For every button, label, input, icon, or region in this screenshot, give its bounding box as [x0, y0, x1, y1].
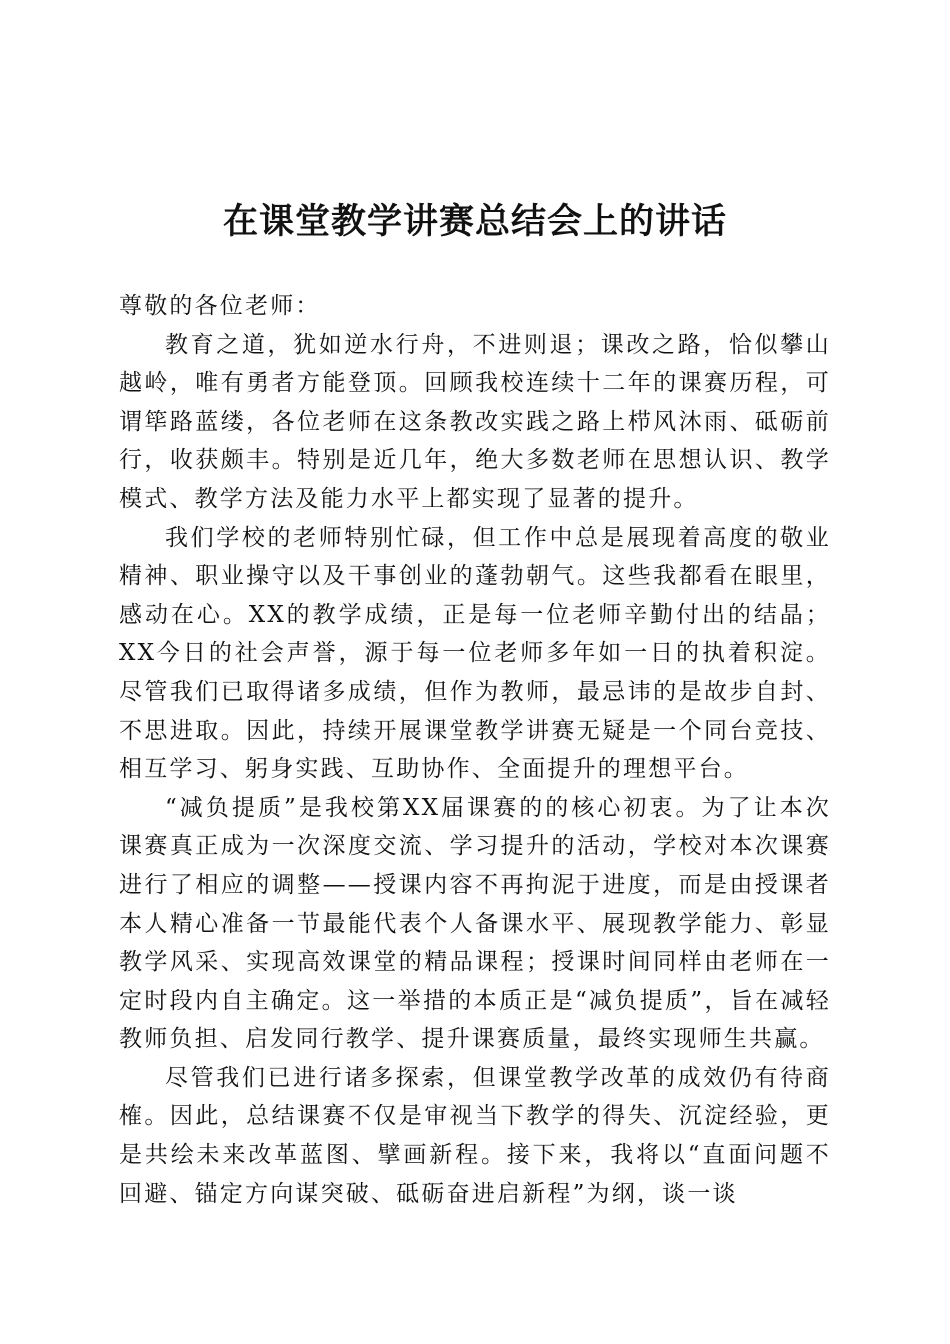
salutation: 尊敬的各位老师： [119, 293, 321, 319]
document-title: 在课堂教学讲赛总结会上的讲话 [222, 201, 727, 242]
paragraph-1: 教育之道，犹如逆水行舟，不进则退；课改之路，恰似攀山越岭，唯有勇者方能登顶。回顾我校连续十二年的课赛历程，可谓筚路蓝缕，各位老师在这条教改实践之路上栉风沐雨、砥砺前行，收获颇丰。特别是近几年，绝大多数老师在思想认识、教学模式、教学方法及能力水平上都实现了显著的提升。 [119, 331, 831, 512]
document-body [119, 287, 831, 1213]
paragraph-2: 我们学校的老师特别忙碌，但工作中总是展现着高度的敬业精神、职业操守以及干事创业的蓬勃朝气。这些我都看在眼里，感动在心。XX的教学成绩，正是每一位老师辛勤付出的结晶；XX今日的社会声誉，源于每一位老师多年如一日的执着积淀。尽管我们已取得诸多成绩，但作为教师，最忌讳的是故步自封、不思进取。因此，持续开展课堂教学讲赛无疑是一个同台竞技、相互学习、躬身实践、互助协作、全面提升的理想平台。 [119, 524, 831, 783]
paragraph-4: 尽管我们已进行诸多探索，但课堂教学改革的成效仍有待商榷。因此，总结课赛不仅是审视当下教学的得失、沉淀经验，更是共绘未来改革蓝图、擘画新程。接下来，我将以“直面问题不回避、锚定方向谋突破、砥砺奋进启新程”为纲，谈一谈 [119, 1064, 831, 1207]
paragraph-3: “减负提质”是我校第XX届课赛的的核心初衷。为了让本次课赛真正成为一次深度交流、学习提升的活动，学校对本次课赛进行了相应的调整——授课内容不再拘泥于进度，而是由授课者本人精心准备一节最能代表个人备课水平、展现教学能力、彰显教学风采、实现高效课堂的精品课程；授课时间同样由老师在一定时段内自主确定。这一举措的本质正是“减负提质”，旨在减轻教师负担、启发同行教学、提升课赛质量，最终实现师生共赢。 [119, 794, 831, 1053]
